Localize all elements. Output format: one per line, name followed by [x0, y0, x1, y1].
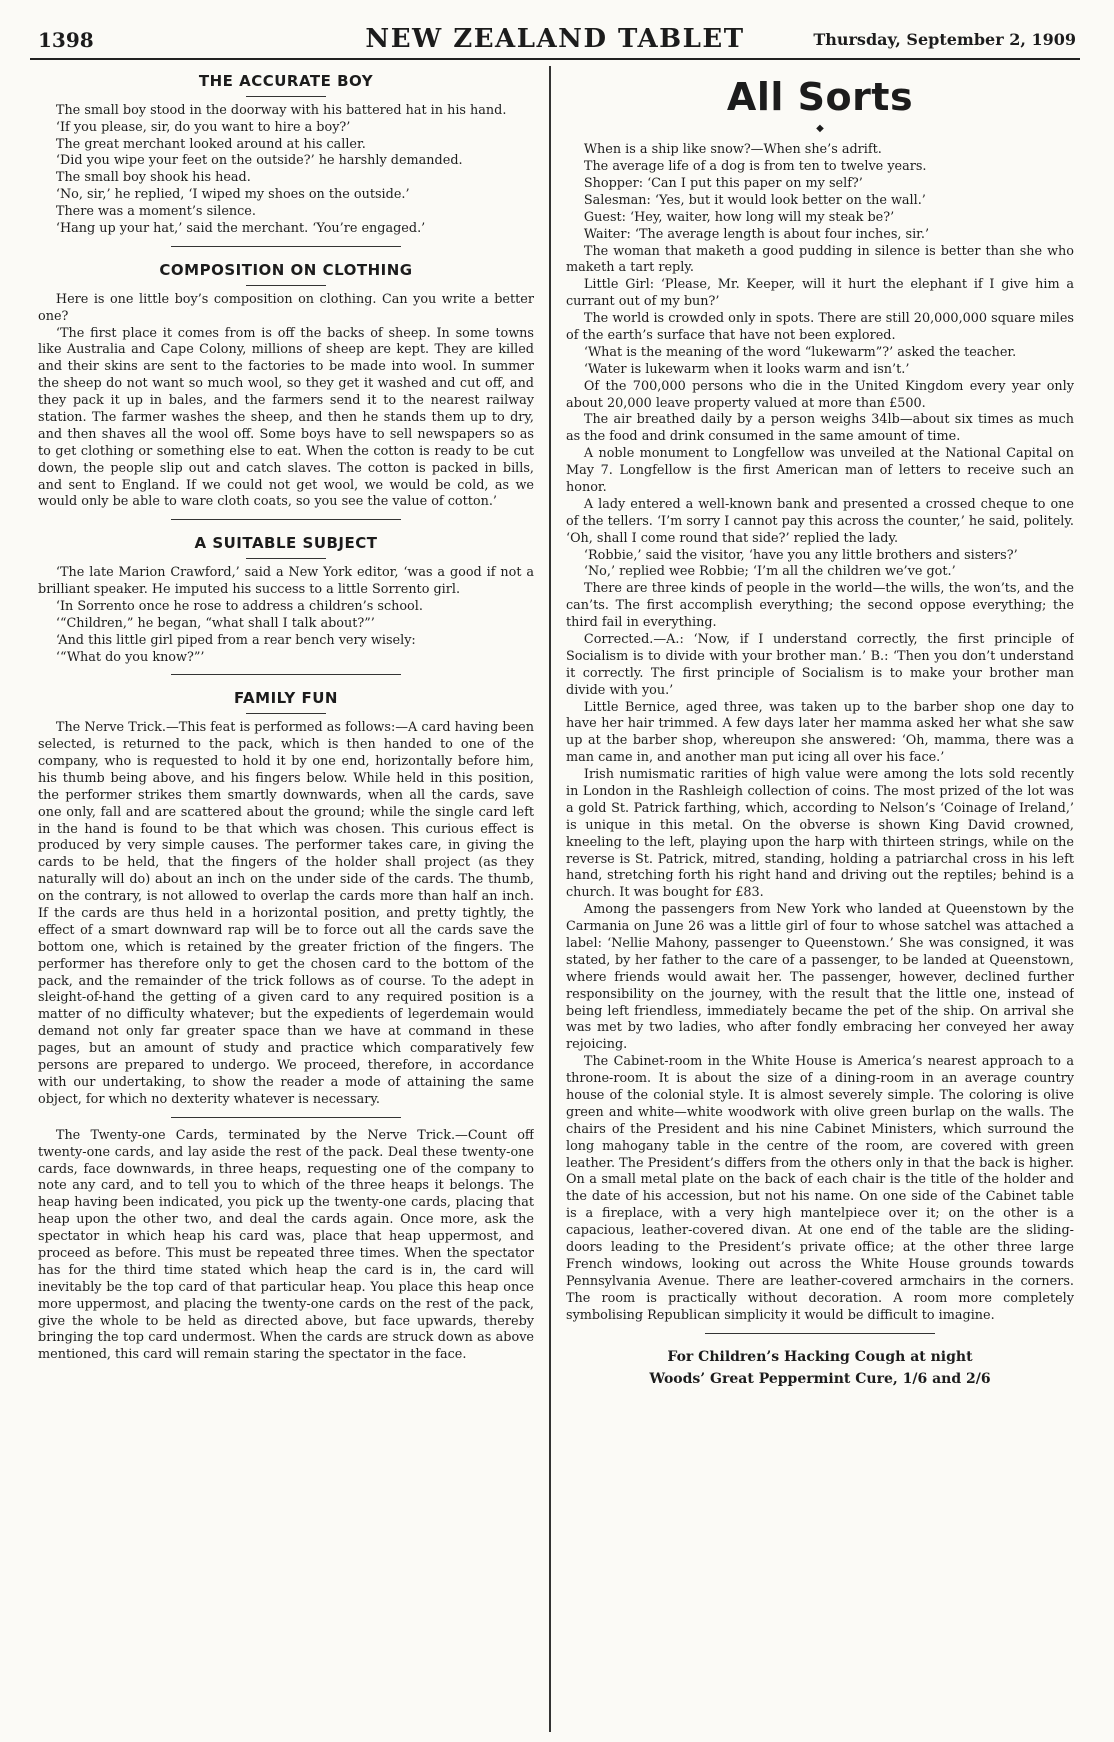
article-accurate-boy	[38, 103, 534, 238]
paragraph: When is a ship like snow?—When she’s adrift.	[583, 142, 882, 158]
diamond-ornament-icon: ◆	[816, 123, 824, 135]
heading-accurate-boy: THE ACCURATE BOY	[198, 72, 374, 90]
paragraph: The woman that maketh a good pudding in silence is better than she who maketh a tart reply.	[566, 243, 1074, 276]
section-rule	[705, 1333, 935, 1334]
paragraph: ‘No, sir,’ he replied, ‘I wiped my shoes on the outside.’	[55, 187, 410, 203]
article-family-fun	[38, 720, 534, 1364]
paragraph: The small boy shook his head.	[55, 170, 251, 186]
paragraph: The average life of a dog is from ten to twelve years.	[583, 159, 927, 175]
article-all-sorts	[566, 142, 1074, 1324]
paragraph: ‘What is the meaning of the word “lukewarm”?’ asked the teacher.	[583, 344, 1017, 360]
heading-family-fun: FAMILY FUN	[234, 689, 338, 708]
spacer	[38, 1118, 534, 1128]
paragraph: Salesman: ‘Yes, but it would look better on the wall.’	[583, 192, 926, 208]
paragraph: The small boy stood in the doorway with his battered hat in his hand.	[55, 102, 507, 118]
heading-rule	[246, 96, 326, 97]
paragraph: The Cabinet-room in the White House is America’s nearest approach to a throne-room. It is about the size of a dining-room in an average country house of the colonial style. It is almost severely simple. The coloring is olive green and white—white woodwork with olive green burlap on the walls. The chairs of the President and his nine Cabinet Ministers, which surround the long mahogany table in the centre of the room, are covered with green leather. The President’s differs from the others only in that the back is higher. On a small metal plate on the back of each chair is the title of the holder and the date of his accession, but not his name. On one side of the Cabinet table is a fireplace, with a very high mantelpiece over it; on the other is a capacious, leather-covered divan. At one end of the table are the sliding-doors leading to the President’s private office; at the other three large French windows, looking out across the White House grounds towards Pennsylvania Avenue. There are leather-covered armchairs in the corners. The room is practically without decoration. A room more completely symbolising Republican simplicity it would be difficult to imagine.	[566, 1054, 1074, 1323]
paragraph: ‘The first place it comes from is off the backs of sheep. In some towns like Australia and Cape Colony, millions of sheep are kept. They are killed and their skins are sent to the factories to be made into wool. In summer the sheep do not want so much wool, so they get it washed and cut off, and they pack it up in bales, and the farmers send it to the nearest railway station. The farmer washes the sheep, and then he stands them up to dry, and then shaves all the wool off. Some boys have to sell newspapers so as to get clothing or something else to eat. When the cotton is ready to be cut down, the people slip out and catch slaves. The cotton is packed in bills, and sent to England. If we could not get wool, we would be cold, as we would only be able to ware cloth coats, so you see the value of cotton.’	[38, 325, 534, 510]
section-rule	[171, 519, 401, 520]
newspaper-title: NEW ZEALAND TABLET	[365, 24, 745, 54]
paragraph: The Twenty-one Cards, terminated by the Nerve Trick.—Count off twenty-one cards, and lay aside the rest of the pack. Deal these twenty-one cards, face downwards, in three heaps, requesting one of the company to note any card, and to tell you to which of the three heaps it belongs. The heap having been indicated, you pick up the twenty-one cards, placing that heap upon the other two, and deal the cards again. Once more, ask the spectator in which heap his card was, place that heap uppermost, and proceed as before. This must be repeated three times. When the spectator has for the third time stated which heap the card is in, the card will inevitably be the top card of that particular heap. You place this heap once more uppermost, and placing the twenty-one cards on the rest of the pack, give the whole to be held as directed above, but face upwards, thereby bringing the top card undermost. When the cards are struck down as above mentioned, this card will remain staring the spectator in the face.	[38, 1127, 534, 1363]
paragraph: ‘Hang up your hat,’ said the merchant. ‘You’re engaged.’	[55, 221, 426, 237]
paragraph: Guest: ‘Hey, waiter, how long will my steak be?’	[583, 209, 895, 225]
heading-composition-on-clothing: COMPOSITION ON CLOTHING	[159, 260, 413, 279]
section-rule	[171, 674, 401, 675]
article-composition-on-clothing	[38, 292, 534, 512]
paragraph: A lady entered a well-known bank and presented a crossed cheque to one of the tellers. ‘I’m sorry I cannot pay this across the counter,’ he said, politely. ‘Oh, shall I come round that side?’ replied the lady.	[566, 496, 1074, 546]
heading-suitable-subject: A SUITABLE SUBJECT	[194, 534, 378, 553]
paragraph: The Nerve Trick.—This feat is performed as follows:—A card having been selected, is returned to the pack, which is then handed to one of the company, who is requested to hold it by one end, horizontally before him, his thumb being above, and his fingers below. While held in this position, the performer strikes them smartly downwards, when all the cards, save one only, fall and are scattered about the ground; while the single card left in the hand is found to be that which was chosen. This curious effect is produced by very simple causes. The performer takes care, in giving the cards to be held, that the fingers of the holder shall project (as they naturally will do) about an inch on the under side of the cards. The thumb, on the contrary, is not allowed to overlap the cards more than half an inch. If the cards are thus held in a horizontal position, and pretty tightly, the effect of a smart downward rap will be to force out all the cards save the bottom one, which is retained by the greater friction of the fingers. The performer has therefore only to get the chosen card to the bottom of the pack, and the remainder of the trick follows as of course. To the adept in sleight-of-hand the getting of a given card to any required position is a matter of no difficulty whatever; but the expedients of legerdemain would demand not only far greater space than we have at command in these pages, but an amount of study and practice which comparatively few persons are prepared to undergo. We proceed, therefore, in accordance with our undertaking, to show the reader a mode of attaining the same object, for which no dexterity whatever is necessary.	[38, 720, 534, 1107]
paragraph: Little Bernice, aged three, was taken up to the barber shop one day to have her hair trimmed. A few days later her mamma asked her what she saw up at the barber shop, whereupon she answered: ‘Oh, mamma, there was a man came in, and another man put icing all over his face.’	[566, 699, 1074, 766]
paragraph: ‘In Sorrento once he rose to address a children’s school.	[55, 598, 423, 614]
paragraph: Little Girl: ‘Please, Mr. Keeper, will it hurt the elephant if I give him a currant out of my bun?’	[566, 277, 1074, 310]
paragraph: ‘Water is lukewarm when it looks warm and isn’t.’	[583, 361, 910, 377]
left-column	[38, 70, 534, 1730]
heading-all-sorts: All Sorts	[726, 75, 914, 119]
paragraph: Of the 700,000 persons who die in the United Kingdom every year only about 20,000 leave property valued at more than £500.	[566, 378, 1074, 411]
paragraph: A noble monument to Longfellow was unveiled at the National Capital on May 7. Longfellow is the first American man of letters to receive such an honor.	[566, 446, 1074, 495]
heading-rule	[246, 558, 326, 559]
masthead	[30, 24, 1080, 60]
paragraph: ‘No,’ replied wee Robbie; ‘I’m all the children we’ve got.’	[583, 564, 956, 580]
paragraph: Here is one little boy’s composition on clothing. Can you write a better one?	[38, 291, 534, 324]
paragraph: Shopper: ‘Can I put this paper on my self?’	[583, 175, 863, 191]
paragraph: ‘Robbie,’ said the visitor, ‘have you any little brothers and sisters?’	[583, 547, 1018, 563]
paragraph: There was a moment’s silence.	[55, 204, 256, 220]
ad-line-2: Woods’ Great Peppermint Cure, 1/6 and 2/6	[649, 1370, 991, 1387]
paragraph: ‘“Children,” he began, “what shall I talk about?”’	[55, 615, 375, 631]
right-column	[566, 70, 1074, 1730]
heading-rule	[246, 285, 326, 286]
article-suitable-subject	[38, 565, 534, 666]
advertisement	[566, 1348, 1074, 1389]
section-rule	[171, 246, 401, 247]
paragraph: There are three kinds of people in the world—the wills, the won’ts, and the can’ts. The first accomplish everything; the second oppose everything; the third fail in everything.	[566, 581, 1074, 631]
paragraph: Corrected.—A.: ‘Now, if I understand correctly, the first principle of Socialism is to divide with your brother man.’ B.: ‘Then you don’t understand it correctly. The first principle of Socialism is to make your brother man divide with you.’	[566, 631, 1074, 698]
paragraph: ‘“What do you know?”’	[55, 649, 205, 665]
paragraph: The air breathed daily by a person weighs 34lb—about six times as much as the food and drink consumed in the same amount of time.	[566, 412, 1074, 445]
column-divider	[549, 66, 551, 1732]
heading-rule	[246, 713, 326, 714]
page-number: 1398	[38, 28, 94, 52]
ad-line-1: For Children’s Hacking Cough at night	[667, 1348, 973, 1365]
paragraph: Waiter: ‘The average length is about four inches, sir.’	[583, 226, 930, 242]
paragraph: Irish numismatic rarities of high value were among the lots sold recently in London in the Rashleigh collection of coins. The most prized of the lot was a gold St. Patrick farthing, which, according to Nelson’s ‘Coinage of Ireland,’ is unique in this metal. On the obverse is shown King David crowned, kneeling to the left, playing upon the harp with thirteen strings, while on the reverse is St. Patrick, mitred, standing, holding a patriarchal cross in his left hand, stretching forth his right hand and driving out the reptiles; behind is a church. It was bought for £83.	[566, 767, 1074, 901]
paragraph: ‘The late Marion Crawford,’ said a New York editor, ‘was a good if not a brilliant speaker. He imputed his success to a little Sorrento girl.	[38, 565, 534, 597]
paragraph: The world is crowded only in spots. There are still 20,000,000 square miles of the earth’s surface that have not been explored.	[566, 311, 1074, 343]
paragraph: ‘If you please, sir, do you want to hire a boy?’	[55, 119, 351, 135]
paragraph: ‘And this little girl piped from a rear bench very wisely:	[55, 632, 416, 648]
paragraph: The great merchant looked around at his caller.	[55, 136, 366, 152]
issue-date: Thursday, September 2, 1909	[813, 30, 1076, 49]
paragraph: ‘Did you wipe your feet on the outside?’ he harshly demanded.	[55, 153, 463, 169]
paragraph: Among the passengers from New York who landed at Queenstown by the Carmania on June 26 was a little girl of four to whose satchel was attached a label: ‘Nellie Mahony, passenger to Queenstown.’ She was consigned, it was stated, by her father to the care of a passenger, to be landed at Queenstown, where friends would await her. The passenger, however, declined further responsibility on the journey, with the result that the little one, instead of being left friendless, immediately became the pet of the ship. On arrival she was met by two ladies, who after fondly embracing her conveyed her away rejoicing.	[566, 902, 1074, 1053]
